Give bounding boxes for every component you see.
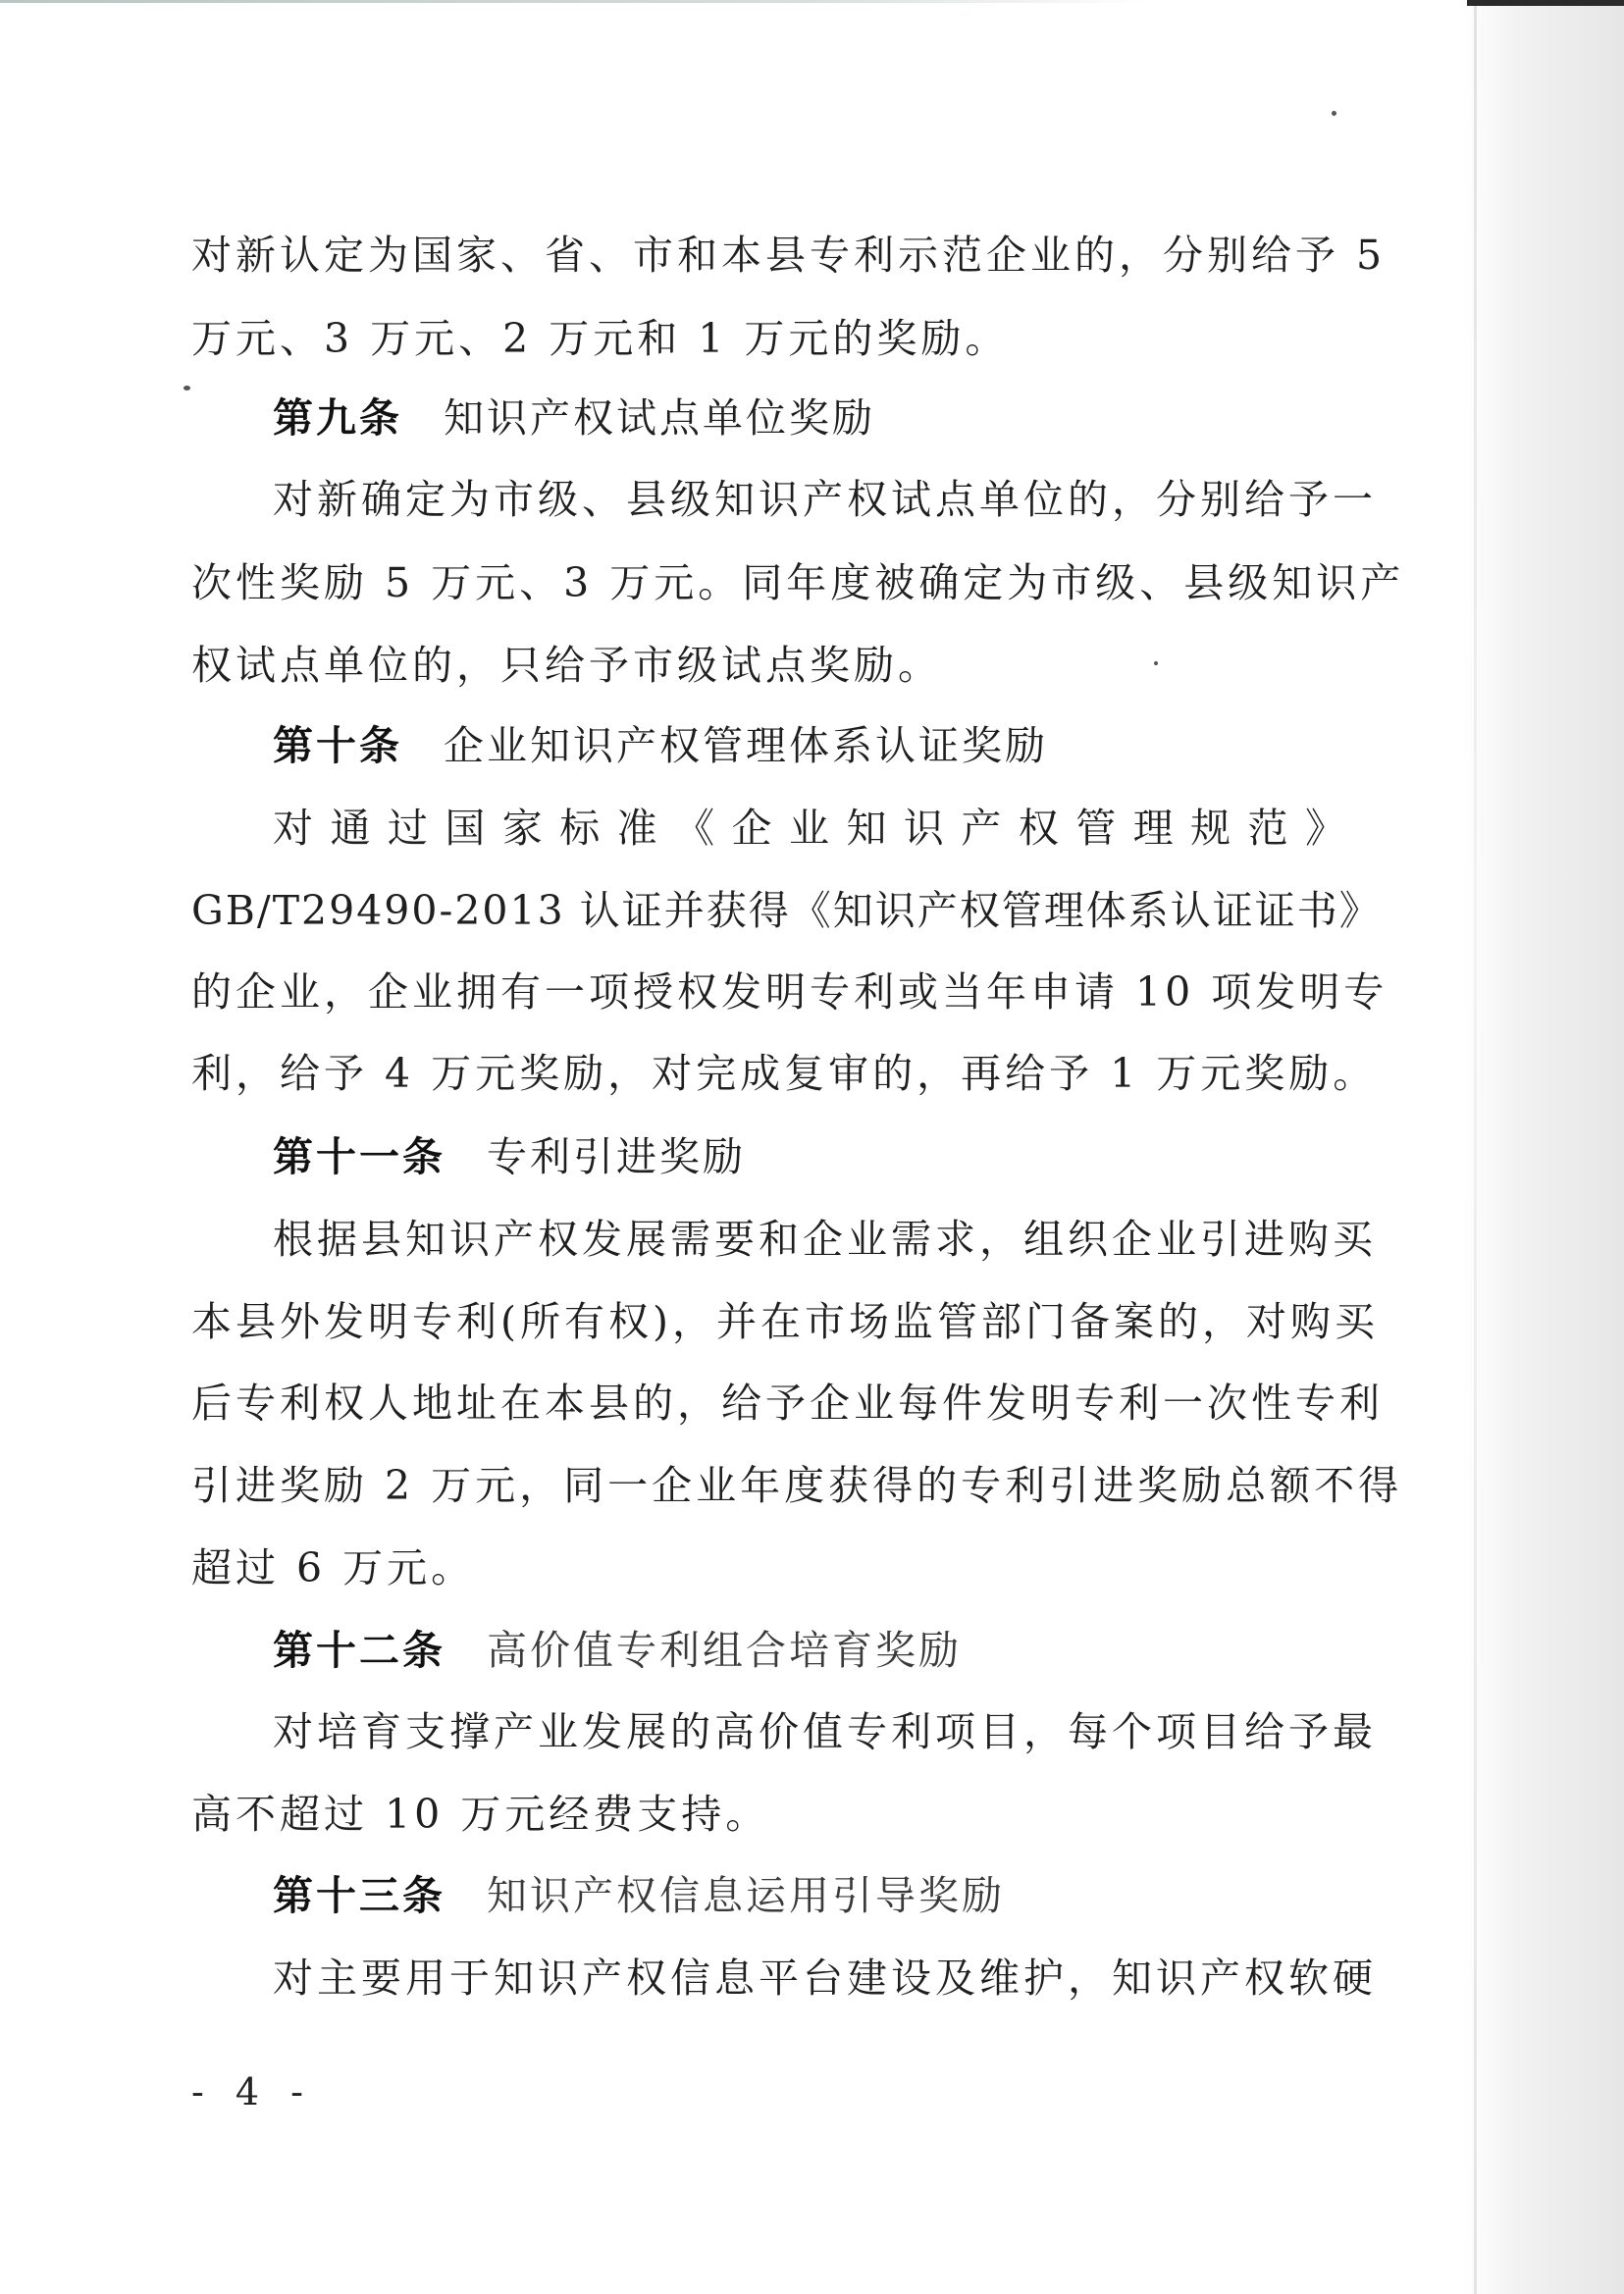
scan-right-bar <box>1474 0 1477 2294</box>
article-title: 知识产权试点单位奖励 <box>444 394 875 442</box>
body-line: 根据县知识产权发展需要和企业需求，组织企业引进购买 <box>273 1216 1377 1263</box>
body-line: 超过 6 万元。 <box>191 1544 476 1591</box>
scan-right-shadow <box>1462 0 1624 2294</box>
body-line: 引进奖励 2 万元，同一企业年度获得的专利引进奖励总额不得 <box>191 1462 1403 1509</box>
scan-speck <box>183 386 190 391</box>
article-title: 高价值专利组合培育奖励 <box>487 1627 962 1674</box>
article-heading <box>273 1854 1349 1937</box>
article-title: 知识产权信息运用引导奖励 <box>487 1872 1005 1919</box>
body-line: 利，给予 4 万元奖励，对完成复审的，再给予 1 万元奖励。 <box>191 1050 1378 1097</box>
body-line: 高不超过 10 万元经费支持。 <box>191 1791 770 1838</box>
article-heading <box>273 1116 1349 1198</box>
article-number: 第十一条 <box>273 1133 445 1180</box>
article-number: 第十三条 <box>273 1872 445 1919</box>
article-heading <box>273 1609 1349 1692</box>
article-number: 第十条 <box>273 722 402 769</box>
body-line: 后专利权人地址在本县的，给予企业每件发明专利一次性专利 <box>191 1380 1384 1427</box>
scan-top-right-mark <box>1467 0 1624 6</box>
article-title: 专利引进奖励 <box>487 1133 746 1180</box>
body-line: 权试点单位的，只给予市级试点奖励。 <box>191 642 942 689</box>
scan-top-edge <box>0 0 1148 3</box>
body-line: 万元、3 万元、2 万元和 1 万元的奖励。 <box>191 315 1010 362</box>
body-line: 对新确定为市级、县级知识产权试点单位的，分别给予一 <box>273 476 1377 523</box>
article-title: 企业知识产权管理体系认证奖励 <box>444 722 1048 769</box>
article-number: 第十二条 <box>273 1627 445 1674</box>
body-line: 对通过国家标准《企业知识产权管理规范》 <box>273 805 1349 852</box>
page-number: - 4 - <box>191 2070 314 2113</box>
body-line: 对培育支撑产业发展的高价值专利项目，每个项目给予最 <box>273 1708 1377 1755</box>
body-line: 本县外发明专利(所有权)，并在市场监管部门备案的，对购买 <box>191 1298 1379 1345</box>
article-heading <box>273 377 1349 459</box>
body-line: 次性奖励 5 万元、3 万元。同年度被确定为市级、县级知识产 <box>191 559 1405 606</box>
scan-speck <box>1332 111 1336 116</box>
article-heading <box>273 704 1349 787</box>
body-line: GB/T29490-2013 认证并获得《知识产权管理体系认证证书》 <box>191 887 1382 934</box>
body-line: 对新认定为国家、省、市和本县专利示范企业的，分别给予 5 <box>191 232 1387 279</box>
body-line: 对主要用于知识产权信息平台建设及维护，知识产权软硬 <box>273 1955 1377 2002</box>
article-number: 第九条 <box>273 394 402 442</box>
body-line: 的企业，企业拥有一项授权发明专利或当年申请 10 项发明专 <box>191 968 1388 1016</box>
